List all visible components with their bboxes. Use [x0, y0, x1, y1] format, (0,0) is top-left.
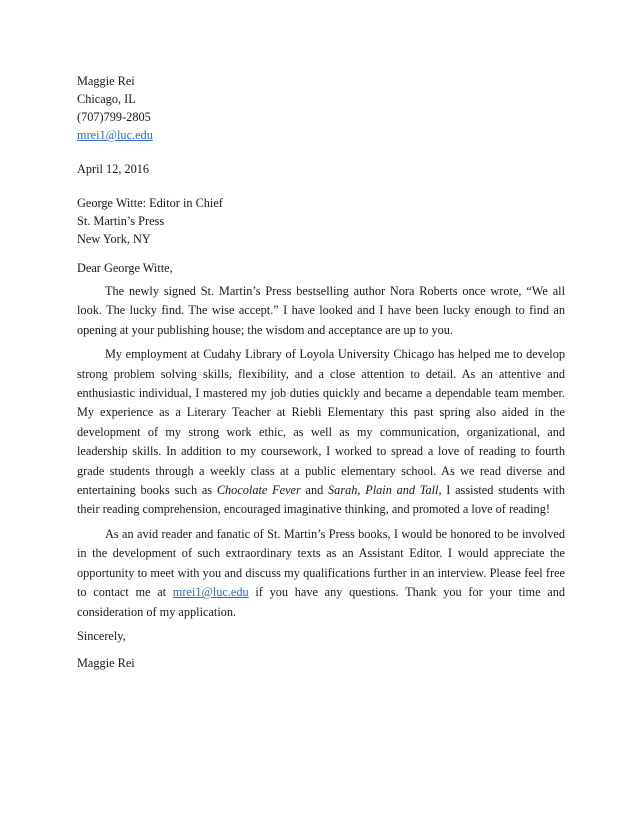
salutation: Dear George Witte,: [77, 261, 173, 275]
spacer: [77, 178, 565, 194]
body-paragraph-1: The newly signed St. Martin’s Press bestselling author Nora Roberts once wrote, “We all look. The lucky find. The wise accept.” I have looked and I have been lucky enough to find an opening at your publishing house; the wisdom and acceptance are up to you.: [77, 284, 565, 337]
spacer: [77, 248, 565, 259]
recipient-location: New York, NY: [77, 232, 151, 246]
paragraph-2-text-a: My employment at Cudahy Library of Loyola University Chicago has helped me to develop strong problem solving skills, flexibility, and a close attention to detail. As an attentive and enthusiastic individual, I mastered my job duties quickly and became a dependable team member. My experience as a Literary Teacher at Riebli Elementary this past spring also aided in the development of my strong work ethic, as well as my communication, organizational, and leadership skills. In addition to my coursework, I worked to spread a love of reading to fourth grade students through a weekly class at a public elementary school. As we read diverse and entertaining books such as: [77, 347, 565, 498]
sender-name: Maggie Rei: [77, 74, 135, 88]
paragraph-2-text-b: , I assisted students with their reading comprehension, encouraged imaginative thinking, and promoted a love of reading!: [77, 483, 565, 517]
sender-email-line: [77, 126, 565, 144]
sender-phone: (707)799-2805: [77, 110, 151, 124]
paragraph-2-conjunction: and: [300, 483, 329, 498]
paragraph-3-text-a: As an avid reader and fanatic of St. Martin’s Press books, I would be honored to be involved in the development of such extraordinary texts as an Assistant Editor. I would appreciate the opportunity to meet with you and discuss my qualifications further in an interview. Please feel free to contact me at: [77, 526, 565, 600]
sender-city: Chicago, IL: [77, 92, 136, 106]
book-title-sarah-plain-and-tall: Sarah, Plain and Tall: [328, 483, 439, 498]
cover-letter: [77, 72, 565, 672]
contact-email-link[interactable]: mrei1@luc.edu: [172, 585, 249, 600]
sender-address-block: [77, 72, 565, 144]
closing: Sincerely,: [77, 628, 126, 643]
body-paragraph-2: [77, 345, 565, 520]
recipient-address-block: [77, 194, 565, 248]
signature-name: Maggie Rei: [77, 655, 135, 670]
recipient-name-title: George Witte: Editor in Chief: [77, 196, 223, 210]
sender-email-link[interactable]: mrei1@luc.edu: [77, 128, 153, 142]
recipient-company: St. Martin’s Press: [77, 214, 165, 228]
spacer: [77, 144, 565, 160]
paragraph-3-text-b: if you have any questions. Thank you for your time and consideration of my application.: [77, 585, 565, 619]
date-line: April 12, 2016: [77, 162, 150, 176]
book-title-chocolate-fever: Chocolate Fever: [216, 483, 301, 498]
body-paragraph-3: [77, 525, 565, 622]
